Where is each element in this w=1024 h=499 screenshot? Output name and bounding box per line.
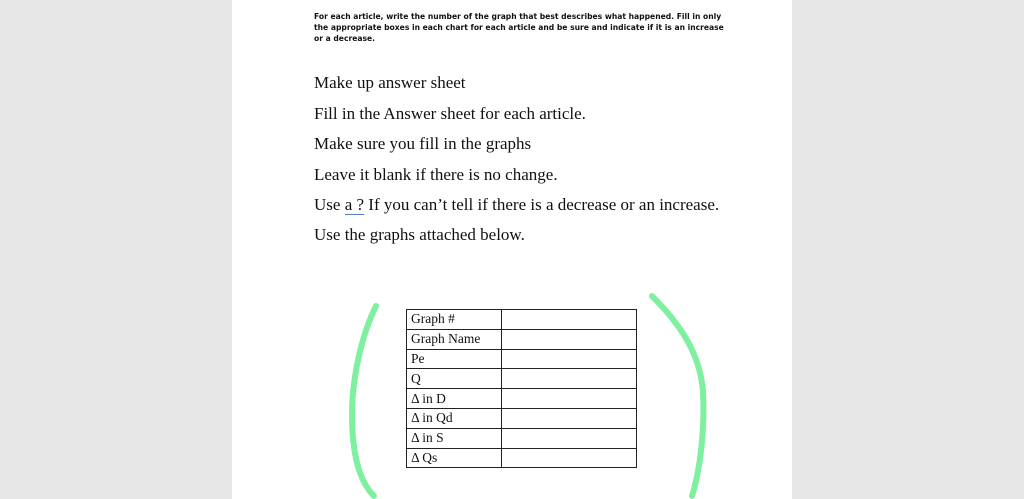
line-leave-blank: Leave it blank if there is no change. xyxy=(314,164,558,184)
line-fill-answer-sheet: Fill in the Answer sheet for each article. xyxy=(314,103,586,123)
row-label: Graph # xyxy=(407,310,502,330)
right-parenthesis-annotation xyxy=(652,296,703,496)
line-answer-sheet: Make up answer sheet xyxy=(314,73,466,92)
row-label: Graph Name xyxy=(407,329,502,349)
row-label: Δ in D xyxy=(407,389,502,409)
line-use-graphs: Use the graphs attached below. xyxy=(314,225,525,245)
row-label: Δ in S xyxy=(407,428,502,448)
line-fill-graphs: Make sure you fill in the graphs xyxy=(314,134,532,154)
question-prefix: Use xyxy=(314,195,345,215)
question-mark-symbol: a ? xyxy=(344,195,365,215)
row-label: Pe xyxy=(407,349,502,369)
left-parenthesis-annotation xyxy=(352,306,376,496)
row-label: Δ in Qd xyxy=(407,408,502,428)
row-label: Q xyxy=(407,369,502,389)
question-suffix: If you can’t tell if there is a decrease or an increase. xyxy=(364,195,720,215)
instructions-text: For each article, write the number of the graph that best describes what happened. Fill in only the appropriate boxes in each chart for each article and be sure and indicate if it is an increase or a decrease. xyxy=(314,12,724,43)
row-label: Δ Qs xyxy=(407,448,502,468)
